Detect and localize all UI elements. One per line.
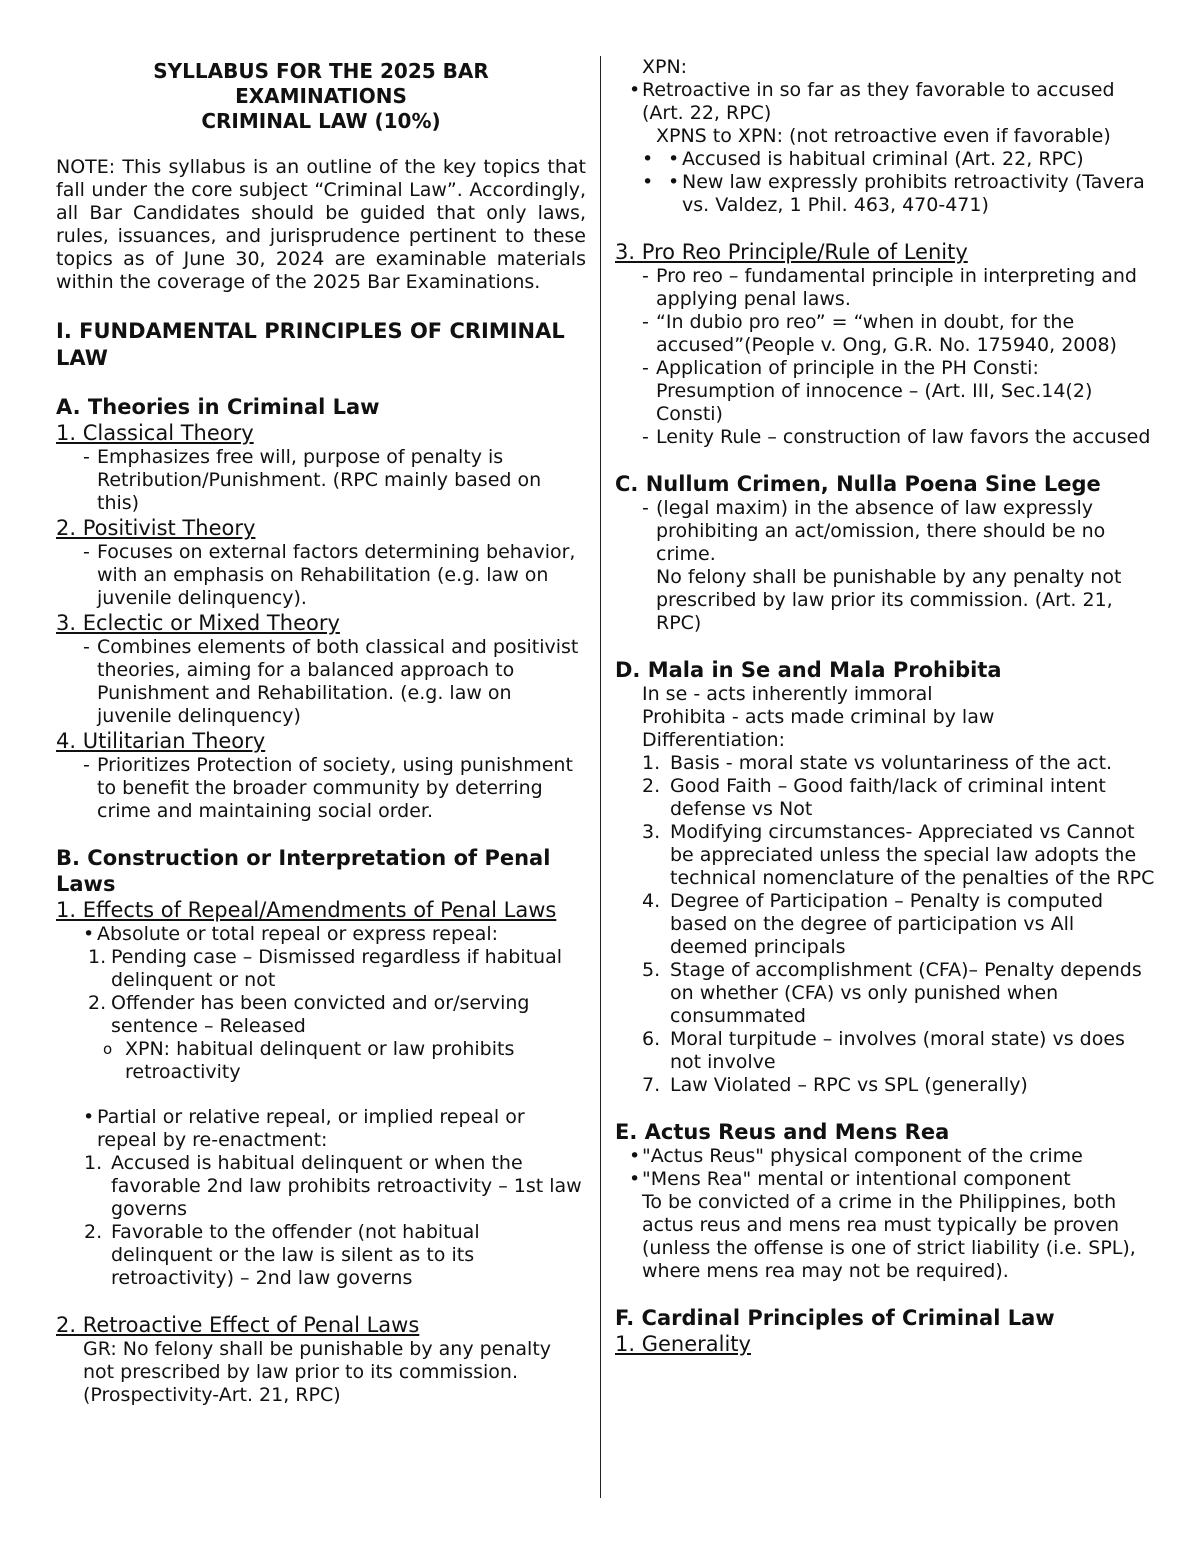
prohibita-definition: Prohibita - acts made criminal by law [642, 706, 995, 728]
partial-repeal-point-1 [56, 1152, 586, 1221]
differentiation-item [615, 1074, 1155, 1097]
topic-eclectic-theory: 3. Eclectic or Mixed Theory [56, 611, 340, 635]
list-text: Stage of accomplishment (CFA)– Penalty depends on whether (CFA) vs only punished when consummated [670, 959, 1142, 1027]
differentiation-item [615, 821, 1155, 890]
differentiation-item [615, 752, 1155, 775]
differentiation-item [615, 1028, 1155, 1074]
exception-label: XPN: [642, 56, 688, 78]
classical-theory-description: - Emphasizes free will, purpose of penalty is Retribution/Punishment. (RPC mainly based on this) [56, 446, 586, 515]
list-text: Pending case – Dismissed regardless if habitual delinquent or not [111, 946, 563, 991]
utilitarian-theory-description: - Prioritizes Protection of society, using punishment to benefit the broader community by deterring crime and maintaining social order. [56, 754, 586, 823]
title-line-1: SYLLABUS FOR THE 2025 BAR [153, 59, 489, 83]
pro-reo-point-1: - Pro reo – fundamental principle in interpreting and applying penal laws. [615, 265, 1155, 311]
partial-repeal-item: • Partial or relative repeal, or implied repeal or repeal by re-enactment: [56, 1106, 586, 1152]
list-number: 2. [642, 775, 661, 797]
nullum-crimen-point-1: - (legal maxim) in the absence of law expressly prohibiting an act/omission, there should be no crime. [615, 497, 1155, 566]
actus-mens-paragraph: To be convicted of a crime in the Philippines, both actus reus and mens rea must typically be proven (unless the offense is one of strict liability (i.e. SPL), where mens rea may not be required). [642, 1191, 1136, 1282]
subheading-theories: A. Theories in Criminal Law [56, 395, 380, 419]
absolute-repeal-point-1 [56, 946, 586, 992]
actus-reus-bullet: • "Actus Reus" physical component of the crime [615, 1145, 1155, 1168]
list-text: Modifying circumstances- Appreciated vs Cannot be appreciated unless the special law adopts the technical nomenclature of the penalties of the RPC [670, 821, 1155, 889]
pro-reo-point-3: - Application of principle in the PH Consti: Presumption of innocence – (Art. III, Sec.14(2) Consti) [615, 357, 1155, 426]
positivist-theory-description: - Focuses on external factors determining behavior, with an emphasis on Rehabilitation (e.g. law on juvenile delinquency). [56, 541, 586, 610]
list-number: 5. [642, 959, 661, 981]
topic-utilitarian-theory: 4. Utilitarian Theory [56, 729, 266, 753]
list-text: Basis - moral state vs voluntariness of the act. [670, 752, 1113, 774]
list-text: Accused is habitual delinquent or when the favorable 2nd law prohibits retroactivity – 1st law governs [111, 1152, 582, 1220]
topic-positivist-theory: 2. Positivist Theory [56, 516, 256, 540]
list-text: Favorable to the offender (not habitual delinquent or the law is silent as to its retroactivity) – 2nd law governs [111, 1221, 480, 1289]
list-text: Moral turpitude – involves (moral state) vs does not involve [670, 1028, 1125, 1073]
nullum-crimen-point-2: No felony shall be punishable by any penalty not prescribed by law prior its commission. (Art. 21, RPC) [656, 566, 1122, 634]
subheading-cardinal-principles: F. Cardinal Principles of Criminal Law [615, 1306, 1055, 1330]
differentiation-item [615, 775, 1155, 821]
right-column [615, 56, 1155, 1357]
exception-new-law-prohibits: • • New law expressly prohibits retroactivity (Tavera vs. Valdez, 1 Phil. 463, 470-471) [615, 171, 1155, 217]
topic-pro-reo: 3. Pro Reo Principle/Rule of Lenity [615, 240, 968, 264]
list-text: Law Violated – RPC vs SPL (generally) [670, 1074, 1028, 1096]
differentiation-item [615, 959, 1155, 1028]
mens-rea-bullet: • "Mens Rea" mental or intentional component [615, 1168, 1155, 1191]
title-line-2: EXAMINATIONS [235, 84, 407, 108]
list-number: 7. [642, 1074, 661, 1096]
list-number: 3. [642, 821, 661, 843]
subheading-mala-in-se: D. Mala in Se and Mala Prohibita [615, 658, 1002, 682]
column-divider [600, 56, 601, 1498]
list-number: 2. [88, 992, 107, 1014]
exception-retroactive: • Retroactive in so far as they favorable to accused (Art. 22, RPC) [615, 79, 1155, 125]
general-rule-text: GR: No felony shall be punishable by any penalty not prescribed by law prior to its commission. (Prospectivity-Art. 21, RPC) [83, 1338, 552, 1406]
list-text: Accused is habitual criminal (Art. 22, RPC) [682, 148, 1084, 170]
topic-retroactive-effect: 2. Retroactive Effect of Penal Laws [56, 1313, 420, 1337]
list-number: 6. [642, 1028, 661, 1050]
subheading-construction: B. Construction or Interpretation of Penal Laws [56, 846, 551, 896]
subheading-actus-reus: E. Actus Reus and Mens Rea [615, 1120, 950, 1144]
exception-habitual-criminal: • • Accused is habitual criminal (Art. 22, RPC) [615, 148, 1155, 171]
list-number: 1. [642, 752, 661, 774]
list-number: 1. [88, 946, 107, 968]
list-text: Offender has been convicted and or/serving sentence – Released [111, 992, 530, 1037]
list-text: Good Faith – Good faith/lack of criminal intent defense vs Not [670, 775, 1106, 820]
absolute-repeal-point-2 [56, 992, 586, 1038]
list-number: 4. [642, 890, 661, 912]
list-text: New law expressly prohibits retroactivity (Tavera vs. Valdez, 1 Phil. 463, 470-471) [682, 171, 1145, 216]
list-number: 1. [84, 1152, 103, 1174]
subheading-nullum-crimen: C. Nullum Crimen, Nulla Poena Sine Lege [615, 472, 1101, 496]
title-line-3: CRIMINAL LAW (10%) [201, 109, 441, 133]
absolute-repeal-item: • Absolute or total repeal or express repeal: [56, 923, 586, 946]
section-heading-fundamental-principles: I. FUNDAMENTAL PRINCIPLES OF CRIMINAL LAW [56, 319, 565, 370]
list-number: 2. [84, 1221, 103, 1243]
partial-repeal-point-2 [56, 1221, 586, 1290]
list-text: Degree of Participation – Penalty is computed based on the degree of participation vs All deemed principals [670, 890, 1104, 958]
eclectic-theory-description: - Combines elements of both classical and positivist theories, aiming for a balanced approach to Punishment and Rehabilitation. (e.g. law on juvenile delinquency) [56, 636, 586, 728]
topic-effects-of-repeal: 1. Effects of Repeal/Amendments of Penal Laws [56, 898, 557, 922]
pro-reo-point-4: - Lenity Rule – construction of law favors the accused [615, 426, 1155, 449]
differentiation-item [615, 890, 1155, 959]
document-title [56, 59, 586, 134]
note-paragraph: NOTE: This syllabus is an outline of the key topics that fall under the core subject “Criminal Law”. Accordingly, all Bar Candidates should be guided that only laws, rules, issuances, and jurisprudence pertinent to these topics as of June 30, 2024 are examinable materials within the coverage of the 2025 Bar Examinations. [56, 156, 586, 293]
pro-reo-point-2: - “In dubio pro reo” = “when in doubt, for the accused”(People v. Ong, G.R. No. 175940, 2008) [615, 311, 1155, 357]
topic-generality: 1. Generality [615, 1332, 751, 1356]
absolute-repeal-exception: o XPN: habitual delinquent or law prohibits retroactivity [56, 1038, 586, 1084]
in-se-definition: In se - acts inherently immoral [642, 683, 933, 705]
differentiation-label: Differentiation: [642, 729, 785, 751]
exceptions-to-exception-label: XPNS to XPN: (not retroactive even if favorable) [656, 125, 1111, 147]
left-column [56, 56, 586, 1407]
topic-classical-theory: 1. Classical Theory [56, 421, 254, 445]
